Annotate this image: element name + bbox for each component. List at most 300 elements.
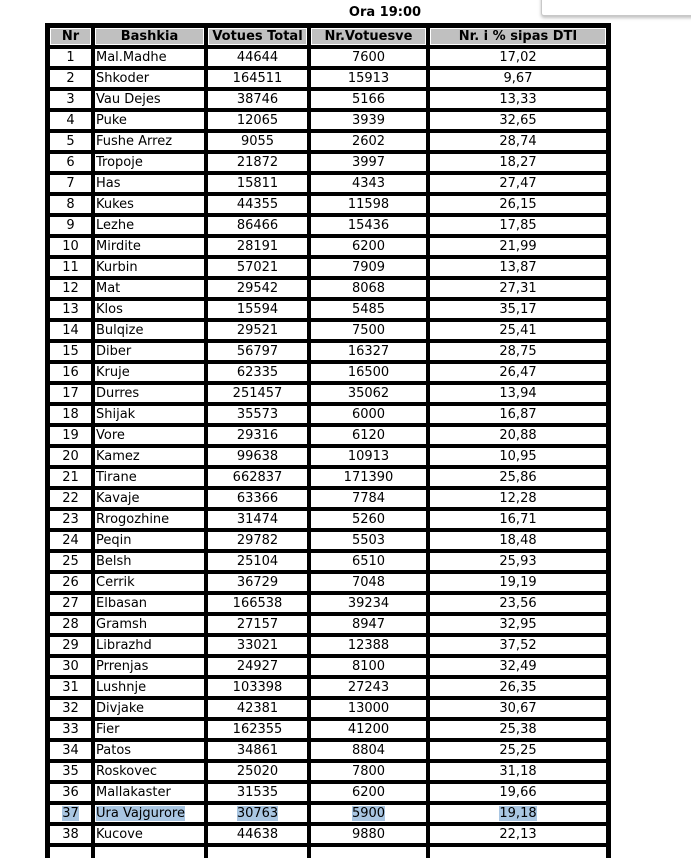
cell-votues-total — [207, 216, 308, 235]
cell-nr-text: 26 — [62, 575, 79, 590]
cell-percent-dti — [429, 741, 607, 760]
cell-bashkia — [94, 48, 205, 67]
cell-votues-total-text: 31535 — [236, 785, 279, 800]
cell-nr — [49, 594, 92, 613]
cell-nr — [49, 531, 92, 550]
cell-nr-votuesve-text: 7909 — [351, 260, 386, 275]
table-row — [49, 237, 607, 256]
cell-nr — [49, 363, 92, 382]
cell-nr — [49, 279, 92, 298]
cell-votues-total — [207, 90, 308, 109]
table-row — [49, 720, 607, 739]
cell-percent-dti — [429, 594, 607, 613]
cell-percent-dti-text: 25,38 — [499, 722, 537, 737]
cell-votues-total — [207, 384, 308, 403]
cell-nr-votuesve-text: 16327 — [347, 344, 390, 359]
cell-nr-votuesve-text: 6000 — [351, 407, 386, 422]
cell-bashkia — [94, 195, 205, 214]
cell-votues-total-text: 44355 — [236, 197, 279, 212]
cell-votues-total — [207, 258, 308, 277]
cell-bashkia-text: Kavaje — [96, 491, 140, 506]
cell-nr-votuesve — [310, 321, 427, 340]
cell-votues-total — [207, 321, 308, 340]
table-row — [49, 195, 607, 214]
cell-nr-votuesve — [310, 489, 427, 508]
cell-nr-text: 35 — [62, 764, 79, 779]
cell-percent-dti — [429, 678, 607, 697]
cell-nr-votuesve-text: 5503 — [351, 533, 386, 548]
cell-percent-dti — [429, 279, 607, 298]
cell-votues-total-text: 44644 — [236, 50, 279, 65]
cell-nr-text: 31 — [62, 680, 79, 695]
cell-nr — [49, 111, 92, 130]
cell-percent-dti — [429, 111, 607, 130]
cell-nr — [49, 342, 92, 361]
cell-nr-votuesve-text: 41200 — [347, 722, 390, 737]
cell-votues-total — [207, 804, 308, 823]
cell-percent-dti — [429, 321, 607, 340]
cell-votues-total — [207, 237, 308, 256]
cell-votues-total-text: 31474 — [236, 512, 279, 527]
table-row — [49, 531, 607, 550]
cell-percent-dti-text: 26,15 — [499, 197, 537, 212]
table-row — [49, 132, 607, 151]
cell-bashkia-text: Mirdite — [96, 239, 141, 254]
cell-bashkia — [94, 594, 205, 613]
cell-nr-votuesve — [310, 615, 427, 634]
header-nr: Nr — [49, 27, 92, 46]
cell-nr-text: 30 — [62, 659, 79, 674]
cell-percent-dti-text: 22,13 — [499, 827, 537, 842]
cell-nr-text: 3 — [66, 92, 75, 107]
cell-percent-dti — [429, 216, 607, 235]
cell-votues-total — [207, 111, 308, 130]
cell-votues-total-text: 56797 — [236, 344, 279, 359]
cell-nr-votuesve — [310, 846, 427, 858]
cell-percent-dti-text: 28,75 — [499, 344, 537, 359]
table-row — [49, 573, 607, 592]
cell-votues-total — [207, 48, 308, 67]
cell-nr-votuesve-text: 7048 — [351, 575, 386, 590]
table-row — [49, 342, 607, 361]
cell-nr-votuesve-text: 27243 — [347, 680, 390, 695]
cell-nr-votuesve — [310, 762, 427, 781]
cell-percent-dti — [429, 636, 607, 655]
table-row — [49, 825, 607, 844]
cell-nr — [49, 48, 92, 67]
cell-nr — [49, 678, 92, 697]
cell-nr — [49, 804, 92, 823]
cell-percent-dti — [429, 489, 607, 508]
cell-bashkia — [94, 552, 205, 571]
cell-bashkia-text: Elbasan — [96, 596, 148, 611]
cell-nr-text: 9 — [66, 218, 75, 233]
cell-votues-total-text: 662837 — [232, 470, 283, 485]
table-row — [49, 279, 607, 298]
cell-percent-dti — [429, 657, 607, 676]
cell-percent-dti-text: 31,18 — [499, 764, 537, 779]
cell-percent-dti-text: 18,48 — [499, 533, 537, 548]
cell-nr — [49, 489, 92, 508]
cell-nr-votuesve-text: 16500 — [347, 365, 390, 380]
cell-nr-votuesve — [310, 174, 427, 193]
cell-nr-votuesve — [310, 237, 427, 256]
cell-percent-dti-text: 25,86 — [499, 470, 537, 485]
cell-votues-total — [207, 468, 308, 487]
cell-nr-votuesve — [310, 678, 427, 697]
cell-votues-total-text: 35573 — [236, 407, 279, 422]
cell-votues-total — [207, 762, 308, 781]
cell-bashkia — [94, 825, 205, 844]
cell-bashkia — [94, 720, 205, 739]
cell-bashkia-text: Puke — [96, 113, 127, 128]
cell-percent-dti — [429, 426, 607, 445]
cell-votues-total-text: 44638 — [236, 827, 279, 842]
cell-percent-dti — [429, 132, 607, 151]
cell-nr-votuesve-text: 3939 — [351, 113, 386, 128]
cell-nr-text: 5 — [66, 134, 75, 149]
table-row — [49, 552, 607, 571]
table-row — [49, 447, 607, 466]
cell-bashkia — [94, 531, 205, 550]
cell-bashkia — [94, 300, 205, 319]
cell-votues-total-text: 12065 — [236, 113, 279, 128]
cell-nr — [49, 90, 92, 109]
cell-nr-votuesve-text: 11598 — [347, 197, 390, 212]
table-row — [49, 48, 607, 67]
cell-nr — [49, 699, 92, 718]
cell-nr — [49, 153, 92, 172]
cell-bashkia-text: Vau Dejes — [96, 92, 161, 107]
cell-nr-votuesve — [310, 69, 427, 88]
table-row — [49, 405, 607, 424]
table-row — [49, 321, 607, 340]
cell-percent-dti — [429, 258, 607, 277]
cell-bashkia-text: Mat — [96, 281, 121, 296]
cell-percent-dti-text: 16,71 — [499, 512, 537, 527]
cell-nr-votuesve — [310, 804, 427, 823]
cell-votues-total — [207, 615, 308, 634]
cell-nr-votuesve-text: 2602 — [351, 134, 386, 149]
cell-bashkia-text: Fushe Arrez — [96, 134, 173, 149]
cell-votues-total-text: 28191 — [236, 239, 279, 254]
cell-nr — [49, 216, 92, 235]
cell-nr-text: 12 — [62, 281, 79, 296]
cell-bashkia-text: Shkoder — [96, 71, 150, 86]
cell-percent-dti — [429, 468, 607, 487]
cell-nr-votuesve — [310, 783, 427, 802]
cell-nr-votuesve — [310, 741, 427, 760]
cell-nr-text: 15 — [62, 344, 79, 359]
cell-nr-text: 17 — [62, 386, 79, 401]
cell-bashkia-text: Librazhd — [96, 638, 152, 653]
table-row — [49, 174, 607, 193]
cell-votues-total — [207, 741, 308, 760]
cell-nr — [49, 132, 92, 151]
cell-nr — [49, 846, 92, 858]
cell-bashkia-text: Belsh — [96, 554, 132, 569]
cell-nr-text: 34 — [62, 743, 79, 758]
cell-nr-votuesve — [310, 279, 427, 298]
cell-nr-votuesve-text: 6510 — [351, 554, 386, 569]
cell-nr-text: 19 — [62, 428, 79, 443]
cell-nr — [49, 762, 92, 781]
cell-percent-dti — [429, 762, 607, 781]
cell-nr-votuesve-text: 12388 — [347, 638, 390, 653]
cell-nr — [49, 258, 92, 277]
cell-bashkia-text: Divjake — [96, 701, 144, 716]
cell-votues-total — [207, 531, 308, 550]
cell-nr-votuesve — [310, 531, 427, 550]
cell-votues-total-text: 86466 — [236, 218, 279, 233]
cell-bashkia — [94, 279, 205, 298]
cell-percent-dti-text: 27,47 — [499, 176, 537, 191]
cell-votues-total — [207, 447, 308, 466]
cell-bashkia-text: Mal.Madhe — [96, 50, 167, 65]
cell-bashkia — [94, 447, 205, 466]
cell-votues-total-text: 164511 — [232, 71, 283, 86]
cell-nr-votuesve — [310, 657, 427, 676]
cell-votues-total — [207, 636, 308, 655]
results-table-frame — [45, 23, 611, 858]
cell-percent-dti — [429, 342, 607, 361]
cell-bashkia — [94, 174, 205, 193]
cell-bashkia-text: Kamez — [96, 449, 140, 464]
table-row — [49, 426, 607, 445]
cell-percent-dti — [429, 363, 607, 382]
cell-nr-text: 36 — [62, 785, 79, 800]
cell-percent-dti-text: 20,88 — [499, 428, 537, 443]
table-row — [49, 363, 607, 382]
table-header-row — [49, 27, 607, 46]
cell-bashkia — [94, 804, 205, 823]
cell-nr — [49, 636, 92, 655]
cell-nr-text: 18 — [62, 407, 79, 422]
cell-percent-dti-text: 17,85 — [499, 218, 537, 233]
cell-bashkia — [94, 762, 205, 781]
cell-percent-dti — [429, 783, 607, 802]
cell-votues-total-text: 33021 — [236, 638, 279, 653]
cell-percent-dti — [429, 699, 607, 718]
cell-votues-total — [207, 342, 308, 361]
cell-percent-dti-text: 16,87 — [499, 407, 537, 422]
cell-percent-dti-text: 30,67 — [499, 701, 537, 716]
cell-votues-total — [207, 594, 308, 613]
cell-percent-dti-text: 32,95 — [499, 617, 537, 632]
table-row — [49, 258, 607, 277]
cell-nr — [49, 741, 92, 760]
cell-votues-total — [207, 573, 308, 592]
cell-nr-text: 7 — [66, 176, 75, 191]
cell-nr-text: 2 — [66, 71, 75, 86]
cell-percent-dti — [429, 804, 607, 823]
cell-bashkia-text: Gramsh — [96, 617, 148, 632]
cell-nr — [49, 615, 92, 634]
cell-bashkia — [94, 510, 205, 529]
cell-percent-dti — [429, 573, 607, 592]
cell-nr-votuesve — [310, 699, 427, 718]
cell-votues-total — [207, 195, 308, 214]
cell-percent-dti — [429, 531, 607, 550]
cell-bashkia-text: Lezhe — [96, 218, 135, 233]
cell-nr-votuesve-text: 39234 — [347, 596, 390, 611]
cell-nr-text: 20 — [62, 449, 79, 464]
cell-bashkia — [94, 321, 205, 340]
cell-votues-total — [207, 405, 308, 424]
cell-votues-total-text: 29542 — [236, 281, 279, 296]
cell-nr — [49, 300, 92, 319]
cell-nr-votuesve — [310, 447, 427, 466]
cell-percent-dti-text: 19,66 — [499, 785, 537, 800]
cell-votues-total — [207, 699, 308, 718]
cell-nr-text: 37 — [62, 806, 79, 821]
cell-percent-dti — [429, 153, 607, 172]
cell-nr-votuesve-text: 3997 — [351, 155, 386, 170]
cell-percent-dti-text: 12,28 — [499, 491, 537, 506]
cell-bashkia-text: Mallakaster — [96, 785, 171, 800]
cell-nr-text: 6 — [66, 155, 75, 170]
cell-votues-total-text: 25104 — [236, 554, 279, 569]
cell-votues-total-text: 36729 — [236, 575, 279, 590]
cell-nr-votuesve-text: 171390 — [343, 470, 394, 485]
cell-votues-total — [207, 300, 308, 319]
cell-percent-dti — [429, 552, 607, 571]
cell-nr-text: 11 — [62, 260, 79, 275]
cell-percent-dti-text: 25,41 — [499, 323, 537, 338]
cell-votues-total — [207, 825, 308, 844]
cell-nr-votuesve-text: 6200 — [351, 785, 386, 800]
cell-bashkia — [94, 132, 205, 151]
cell-nr-votuesve — [310, 405, 427, 424]
cell-bashkia — [94, 258, 205, 277]
cell-votues-total-text: 42381 — [236, 701, 279, 716]
table-row — [49, 510, 607, 529]
cell-percent-dti — [429, 237, 607, 256]
table-row — [49, 111, 607, 130]
cell-percent-dti — [429, 300, 607, 319]
cell-votues-total — [207, 279, 308, 298]
cell-votues-total — [207, 678, 308, 697]
cell-votues-total — [207, 489, 308, 508]
cell-bashkia — [94, 426, 205, 445]
cell-bashkia — [94, 69, 205, 88]
table-row — [49, 153, 607, 172]
cell-votues-total-text: 166538 — [232, 596, 283, 611]
cell-nr-votuesve — [310, 594, 427, 613]
cell-bashkia — [94, 699, 205, 718]
cell-nr-votuesve — [310, 111, 427, 130]
cell-bashkia — [94, 153, 205, 172]
cell-bashkia-text: Kurbin — [96, 260, 138, 275]
table-body — [49, 48, 607, 858]
cell-percent-dti-text: 32,65 — [499, 113, 537, 128]
cell-percent-dti-text: 19,19 — [499, 575, 537, 590]
cell-nr-text: 24 — [62, 533, 79, 548]
cell-nr-text: 8 — [66, 197, 75, 212]
cell-percent-dti-text: 13,94 — [499, 386, 537, 401]
cell-votues-total — [207, 720, 308, 739]
cell-percent-dti-text: 21,99 — [499, 239, 537, 254]
cell-percent-dti — [429, 447, 607, 466]
cell-votues-total-text: 21872 — [236, 155, 279, 170]
cell-nr — [49, 195, 92, 214]
cell-nr — [49, 384, 92, 403]
cell-bashkia-text: Tropoje — [96, 155, 143, 170]
cell-votues-total — [207, 69, 308, 88]
cell-nr-votuesve — [310, 426, 427, 445]
cell-percent-dti-text: 26,35 — [499, 680, 537, 695]
cell-bashkia — [94, 489, 205, 508]
table-row — [49, 636, 607, 655]
cell-nr-votuesve-text: 8068 — [351, 281, 386, 296]
cell-bashkia-text: Kukes — [96, 197, 134, 212]
cell-nr-votuesve — [310, 90, 427, 109]
cell-nr-votuesve — [310, 216, 427, 235]
cell-nr-text: 14 — [62, 323, 79, 338]
cell-nr — [49, 510, 92, 529]
cell-nr-votuesve-text: 6120 — [351, 428, 386, 443]
cell-nr — [49, 405, 92, 424]
cell-nr-votuesve — [310, 825, 427, 844]
cell-bashkia — [94, 90, 205, 109]
cell-nr — [49, 552, 92, 571]
cell-nr-text: 13 — [62, 302, 79, 317]
cell-nr-votuesve — [310, 132, 427, 151]
cell-votues-total — [207, 363, 308, 382]
table-row — [49, 216, 607, 235]
cell-votues-total-text: 15811 — [236, 176, 279, 191]
cell-votues-total — [207, 552, 308, 571]
cell-nr-votuesve — [310, 552, 427, 571]
cell-nr-votuesve — [310, 720, 427, 739]
cell-percent-dti-text: 23,56 — [499, 596, 537, 611]
cell-percent-dti — [429, 90, 607, 109]
cell-nr-votuesve-text: 7600 — [351, 50, 386, 65]
cell-nr — [49, 426, 92, 445]
cell-votues-total-text: 24927 — [236, 659, 279, 674]
table-row — [49, 783, 607, 802]
cell-votues-total-text: 25020 — [236, 764, 279, 779]
cell-bashkia — [94, 342, 205, 361]
cell-percent-dti-text: 17,02 — [499, 50, 537, 65]
table-row — [49, 594, 607, 613]
cell-nr-votuesve — [310, 300, 427, 319]
cell-percent-dti — [429, 405, 607, 424]
cell-nr-votuesve-text: 4343 — [351, 176, 386, 191]
cell-bashkia-text: Ura Vajgurore — [96, 806, 185, 821]
cell-bashkia-text: Klos — [96, 302, 123, 317]
cell-bashkia — [94, 615, 205, 634]
cell-bashkia-text: Roskovec — [96, 764, 158, 779]
cell-nr — [49, 783, 92, 802]
cell-nr-votuesve — [310, 384, 427, 403]
cell-bashkia — [94, 111, 205, 130]
cell-votues-total-text: 57021 — [236, 260, 279, 275]
cell-nr-text: 27 — [62, 596, 79, 611]
cell-nr-votuesve-text: 7784 — [351, 491, 386, 506]
cell-votues-total-text: 63366 — [236, 491, 279, 506]
cell-percent-dti-text: 26,47 — [499, 365, 537, 380]
cell-percent-dti — [429, 69, 607, 88]
cell-nr — [49, 237, 92, 256]
cell-votues-total-text: 99638 — [236, 449, 279, 464]
cell-percent-dti-text: 37,52 — [499, 638, 537, 653]
cell-votues-total-text: 103398 — [232, 680, 283, 695]
header-nr-votuesve: Nr.Votuesve — [310, 27, 427, 46]
cell-nr-text: 23 — [62, 512, 79, 527]
cell-nr-votuesve-text: 10913 — [347, 449, 390, 464]
cell-percent-dti-text: 19,18 — [499, 806, 537, 821]
